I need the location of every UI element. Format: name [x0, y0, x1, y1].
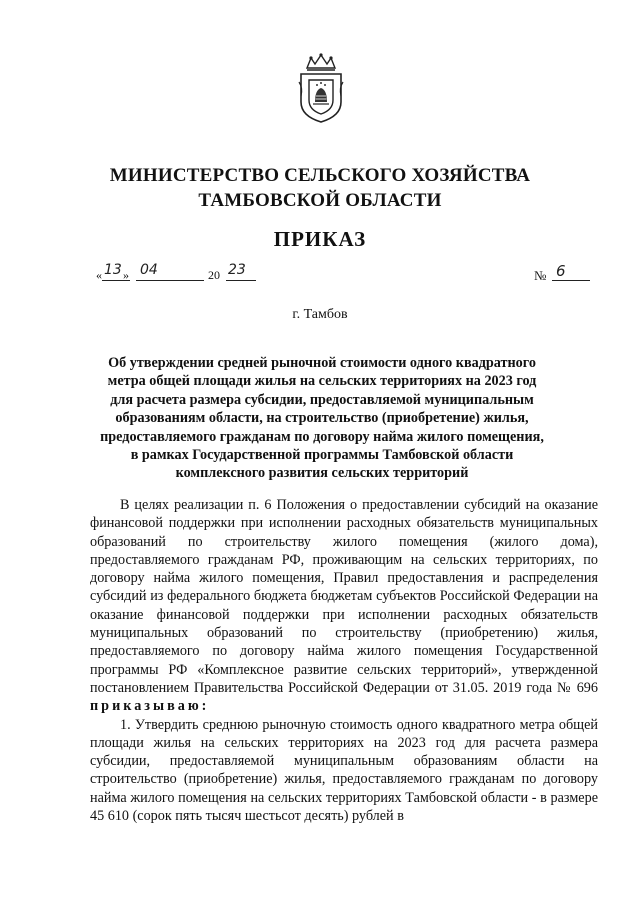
date-month-underline — [136, 280, 204, 281]
ministry-name — [0, 163, 640, 213]
order-number-value: 6 — [556, 262, 566, 280]
date-year-underline — [226, 280, 256, 281]
tambov-oblast-coat-of-arms-icon — [297, 52, 345, 124]
date-year-prefix: 20 — [208, 268, 220, 282]
document-type-title: ПРИКАЗ — [273, 227, 367, 251]
date-day: 13 — [104, 262, 122, 278]
date-close-quote: » — [123, 268, 129, 282]
order-subject: Об утверждении средней рыночной стоимости одного квадратного метра общей площади жилья на сельских территориях на 2023 год для расчета размера субсидии, предоставляемой муниципальным образованиям области, на строительство (приобретение) жилья, предоставляемого гражданам по договору найма жилого помещения, в рамках Государственной программы Тамбовской области комплексного развития сельских территорий — [100, 355, 544, 482]
ministry-name-line2: ТАМБОВСКОЙ ОБЛАСТИ — [198, 190, 442, 211]
item-1-paragraph: 1. Утвердить среднюю рыночную стоимость одного квадратного метра общей площади жилья на сельских территориях на 2023 год для расчета размера субсидии, предоставляемой муниципальным образованиям области на строительство (приобретение) жилья, предоставляемого гражданам по договору найма жилого помещения на сельских территориях Тамбовской области - в размере 45 610 (сорок пять тысяч шестьсот десять) рублей в — [90, 716, 598, 825]
date-year-suffix: 23 — [228, 262, 246, 278]
date-number-row — [96, 262, 596, 288]
order-number-label: № — [534, 268, 547, 283]
order-number-underline — [552, 280, 590, 281]
date-month: 04 — [140, 262, 158, 278]
preamble-paragraph — [90, 496, 598, 716]
city: г. Тамбов — [292, 307, 348, 322]
date-day-underline — [102, 280, 130, 281]
preamble-text: В целях реализации п. 6 Положения о предоставлении субсидий на оказание финансовой поддержки при исполнении расходных обязательств муниципальных образований по строительству жилого помещения (жилого дома), предоставляемого гражданам РФ, проживающим на сельских территориях, по договору найма жилого помещения, Правил предоставления и распределения субсидий из федерального бюджета бюджетам субъектов Российской Федерации на оказание финансовой поддержки при исполнении расходных обязательств муниципальных образований по строительству (приобретению) жилья, предоставляемого по договору найма жилого помещения Государственной программы РФ «Комплексное развитие сельских территорий», утвержденной постановлением Правительства Российской Федерации от 31.05. 2019 года № 696 — [90, 497, 598, 696]
order-word: приказываю: — [90, 698, 210, 715]
date-open-quote: « — [96, 268, 102, 282]
ministry-name-line1: МИНИСТЕРСТВО СЕЛЬСКОГО ХОЗЯЙСТВА — [109, 165, 531, 186]
order-body — [90, 496, 598, 825]
